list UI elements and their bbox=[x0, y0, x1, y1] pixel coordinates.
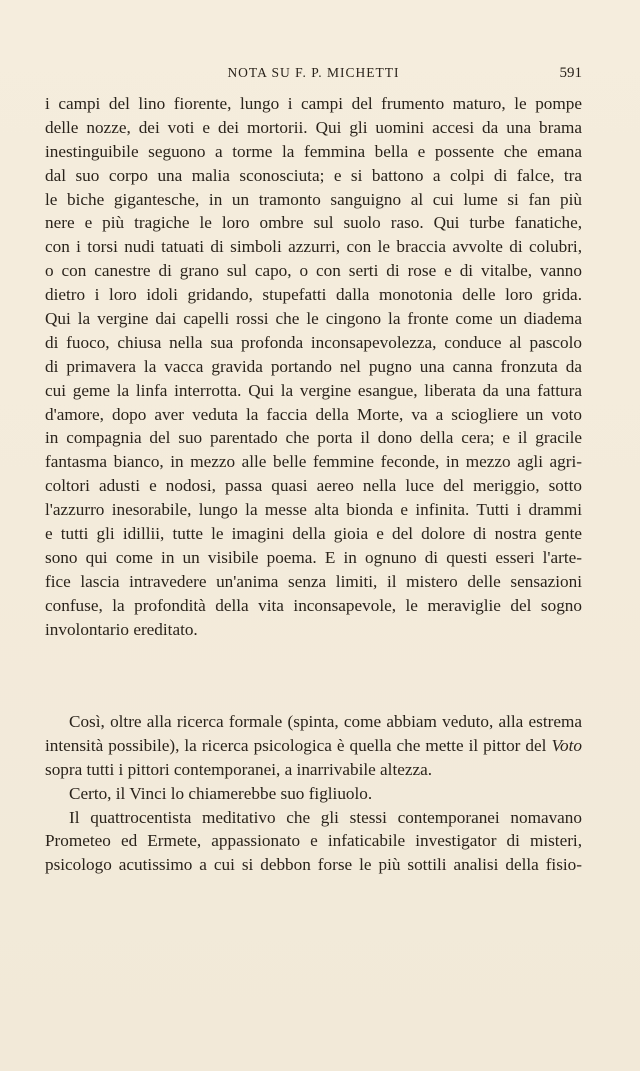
text-line: delle nozze, dei voti e dei mortorii. Qui gli uomini accesi da una brama bbox=[45, 117, 582, 137]
text-line: di fuoco, chiusa nella sua profonda inconsapevolezza, conduce al pascolo bbox=[45, 332, 582, 352]
text-line: Così, oltre alla ricerca formale (spinta, come abbiam veduto, alla estrema bbox=[69, 712, 582, 731]
running-head bbox=[45, 62, 582, 86]
text-line: coltori adusti e nodosi, passa quasi aereo nella luce del meriggio, sotto bbox=[45, 476, 582, 496]
text-line bbox=[45, 734, 582, 758]
text-block-2 bbox=[45, 710, 582, 877]
text-line: in compagnia del suo parentado che porta il dono della cera; e il gracile bbox=[45, 428, 582, 448]
text-line: dietro i loro idoli gridando, stupefatti dalla monotonia delle loro grida. bbox=[45, 285, 582, 305]
text-line: o con canestre di grano sul capo, o con serti di rose e di vitalbe, vanno bbox=[45, 261, 582, 281]
text-line: nere e più tragiche le loro ombre sul suolo raso. Qui turbe fanatiche, bbox=[45, 213, 582, 233]
text-line: sopra tutti i pittori contemporanei, a inarrivabile altezza. bbox=[45, 759, 433, 779]
text-line: e tutti gli idillii, tutte le imagini della gioia e del dolore di nostra gente bbox=[45, 524, 582, 544]
text-line: di primavera la vacca gravida portando nel pugno una canna fronzuta da bbox=[45, 356, 582, 376]
text-line: sono qui come in un visibile poema. E in ognuno di questi esseri l'arte- bbox=[45, 547, 582, 567]
paragraph-1 bbox=[45, 92, 582, 641]
text-line: i campi del lino fiorente, lungo i campi del frumento maturo, le pompe bbox=[45, 94, 582, 113]
text-line: Il quattrocentista meditativo che gli stessi contemporanei nomavano bbox=[69, 807, 582, 827]
text-line: confuse, la profondità della vita inconsapevole, le meraviglie del sogno bbox=[45, 595, 582, 615]
text-line: Qui la vergine dai capelli rossi che le cingono la fronte come un diadema bbox=[45, 309, 582, 329]
text-line: Certo, il Vinci lo chiamerebbe suo figliuolo. bbox=[69, 783, 373, 803]
running-head-title: NOTA SU F. P. MICHETTI bbox=[227, 65, 400, 80]
text-line: le biche gigantesche, in un tramonto sanguigno al cui lume si fan più bbox=[45, 189, 582, 209]
text-line: cui geme la linfa interrotta. Qui la vergine esangue, liberata da una fattura bbox=[45, 380, 582, 400]
page-number: 591 bbox=[559, 65, 582, 81]
text-line: con i torsi nudi tatuati di simboli azzurri, con le braccia avvolte di colubri, bbox=[45, 237, 582, 257]
text-line: involontario ereditato. bbox=[45, 619, 198, 639]
text-line: Prometeo ed Ermete, appassionato e infaticabile investigator di misteri, bbox=[45, 831, 582, 851]
italic-title: Voto bbox=[551, 735, 583, 755]
text-line: dal suo corpo una malia sconosciuta; e si battono a colpi di falce, tra bbox=[45, 165, 582, 185]
text-line: fantasma bianco, in mezzo alle belle femmine feconde, in mezzo agli agri- bbox=[45, 452, 582, 472]
text-line: fice lascia intravedere un'anima senza limiti, il mistero delle sensazioni bbox=[45, 571, 582, 591]
text-line: psicologo acutissimo a cui si debbon forse le più sottili analisi della fisio- bbox=[45, 855, 582, 875]
text-line: inestinguibile seguono a torme la femmina bella e possente che emana bbox=[45, 141, 582, 161]
text-segment: intensità possibile), la ricerca psicologica è quella che mette il pittor del bbox=[45, 735, 547, 755]
text-line: d'amore, dopo aver veduta la faccia della Morte, va a sciogliere un voto bbox=[45, 404, 582, 424]
text-line: l'azzurro inesorabile, lungo la messe alta bionda e infinita. Tutti i drammi bbox=[45, 500, 582, 520]
